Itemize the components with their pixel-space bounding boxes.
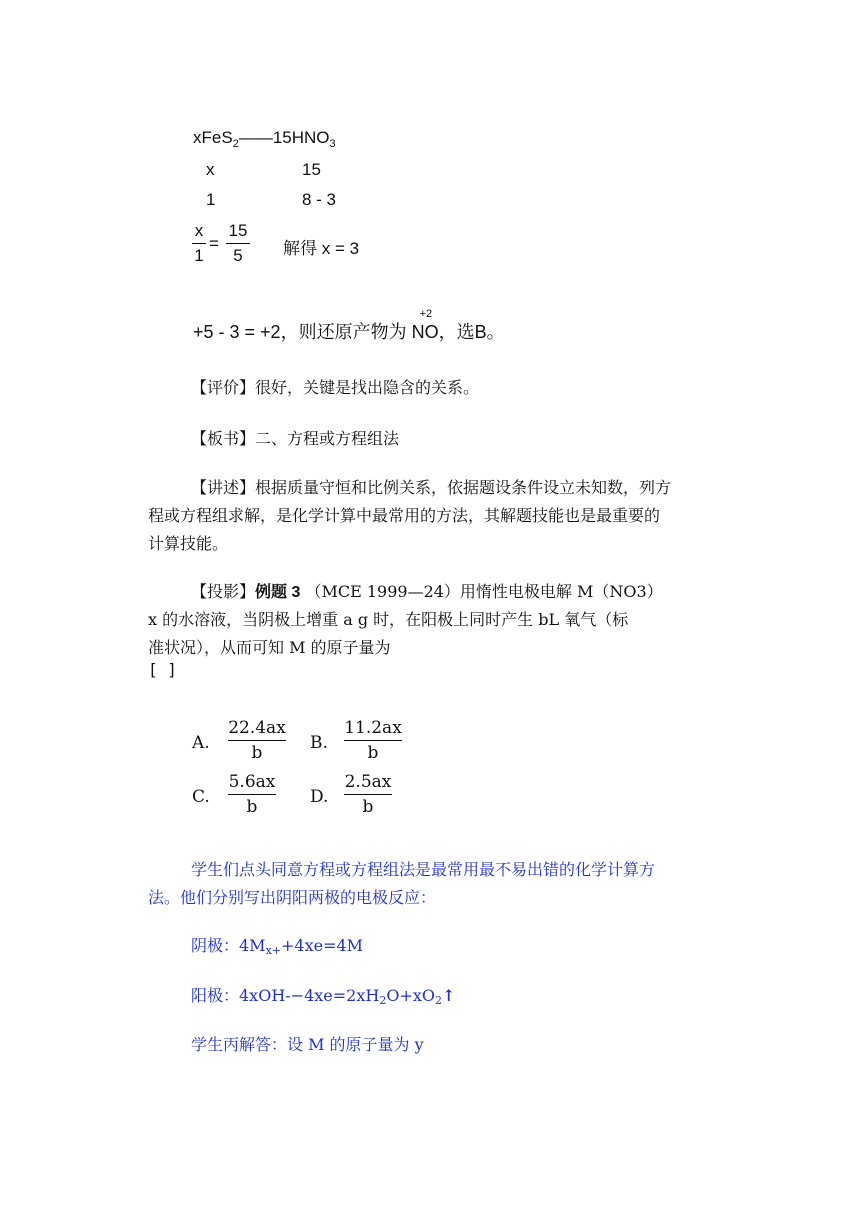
fraction-bar	[228, 794, 276, 795]
example-title: 例题 3	[255, 584, 301, 601]
anode-sub2: 2	[435, 994, 442, 1007]
formula-head-sub1: 2	[232, 138, 239, 150]
result-species: NO	[411, 322, 439, 342]
anode-label: 阳极：4xOH-−4xe=2xH	[191, 986, 380, 1005]
example-line-2: x 的水溶液，当阴极上增重 a g 时，在阳极上同时产生 bL 氧气（标	[148, 610, 629, 629]
example-line1-rest: （MCE 1999—24）用惰性电极电解 M（NO3）	[300, 582, 663, 601]
ratio-row1-right: 15	[302, 160, 321, 179]
fraction-bar	[344, 794, 392, 795]
fraction-15-over-5	[226, 220, 250, 267]
option-c-numerator: 5.6ax	[228, 772, 276, 792]
formula-head-mid: ——15HNO	[238, 128, 330, 147]
lecture-line-1: 【讲述】根据质量守恒和比例关系，依据题设条件设立未知数，列方	[191, 478, 672, 497]
fraction-bar	[228, 740, 286, 741]
option-b-label: B.	[310, 733, 328, 753]
anode-reaction	[191, 982, 455, 1015]
equals-sign: =	[209, 234, 219, 253]
cathode-charge: x+	[265, 944, 281, 957]
option-b-fraction	[344, 717, 402, 764]
cathode-label: 阴极：4M	[191, 936, 266, 955]
student-answer: 学生丙解答：设 M 的原子量为 y	[191, 1035, 424, 1054]
fraction-bar	[226, 243, 250, 244]
result-line	[193, 308, 505, 344]
option-a-fraction	[228, 717, 286, 764]
fraction-denominator: 5	[233, 246, 243, 265]
answer-blank-bracket: [ ]	[148, 660, 177, 679]
student-line-2: 法。他们分别写出阴阳两极的电极反应：	[148, 888, 437, 907]
option-d-numerator: 2.5ax	[344, 772, 392, 792]
cathode-reaction	[191, 932, 363, 965]
example-line-1	[191, 578, 663, 607]
option-a-denominator: b	[251, 743, 263, 763]
option-a-numerator: 22.4ax	[228, 718, 286, 738]
anode-mid: O+xO	[386, 986, 435, 1005]
ratio-row2-right: 8 - 3	[302, 190, 337, 209]
option-d-fraction	[344, 771, 392, 818]
lecture-line-3: 计算技能。	[148, 534, 229, 553]
student-line-1: 学生们点头同意方程或方程组法是最常用最不易出错的化学计算方	[191, 860, 656, 879]
fraction-bar	[344, 740, 402, 741]
board-paragraph: 【板书】二、方程或方程组法	[191, 429, 400, 448]
option-a-label: A.	[192, 733, 210, 753]
solve-text: 解得 x = 3	[283, 239, 360, 258]
result-suffix: ，选B。	[438, 322, 505, 342]
option-b-denominator: b	[367, 743, 379, 763]
result-species-wrap	[411, 308, 439, 343]
option-c-label: C.	[192, 787, 210, 807]
option-b-numerator: 11.2ax	[344, 718, 402, 738]
option-c-fraction	[228, 771, 276, 818]
ratio-row2-left: 1	[206, 190, 216, 209]
fraction-denominator: 1	[194, 246, 204, 265]
lecture-line-2: 程或方程组求解，是化学计算中最常用的方法，其解题技能也是最重要的	[148, 506, 661, 525]
example-tag: 【投影】	[191, 582, 256, 601]
result-prefix: +5 - 3 = +2，则还原产物为	[193, 322, 412, 342]
fraction-bar	[192, 243, 206, 244]
formula-head-pre: xFeS	[193, 128, 233, 147]
ratio-row1-left: x	[206, 160, 215, 179]
fraction-x-over-1	[192, 220, 206, 267]
formula-header	[193, 128, 336, 150]
evaluation-paragraph: 【评价】很好，关键是找出隐含的关系。	[191, 378, 480, 397]
fraction-numerator: x	[194, 221, 204, 240]
cathode-rest: +4xe=4M	[281, 936, 364, 955]
up-arrow-icon: ↑	[442, 986, 456, 1005]
example-line-3: 准状况），从而可知 M 的原子量为	[148, 638, 391, 657]
option-c-denominator: b	[246, 797, 258, 817]
oxidation-state-label: +2	[419, 308, 433, 320]
option-d-label: D.	[310, 787, 329, 807]
option-d-denominator: b	[362, 797, 374, 817]
anode-sub1: 2	[379, 994, 387, 1007]
formula-head-sub2: 3	[329, 138, 336, 150]
fraction-numerator: 15	[228, 221, 248, 240]
